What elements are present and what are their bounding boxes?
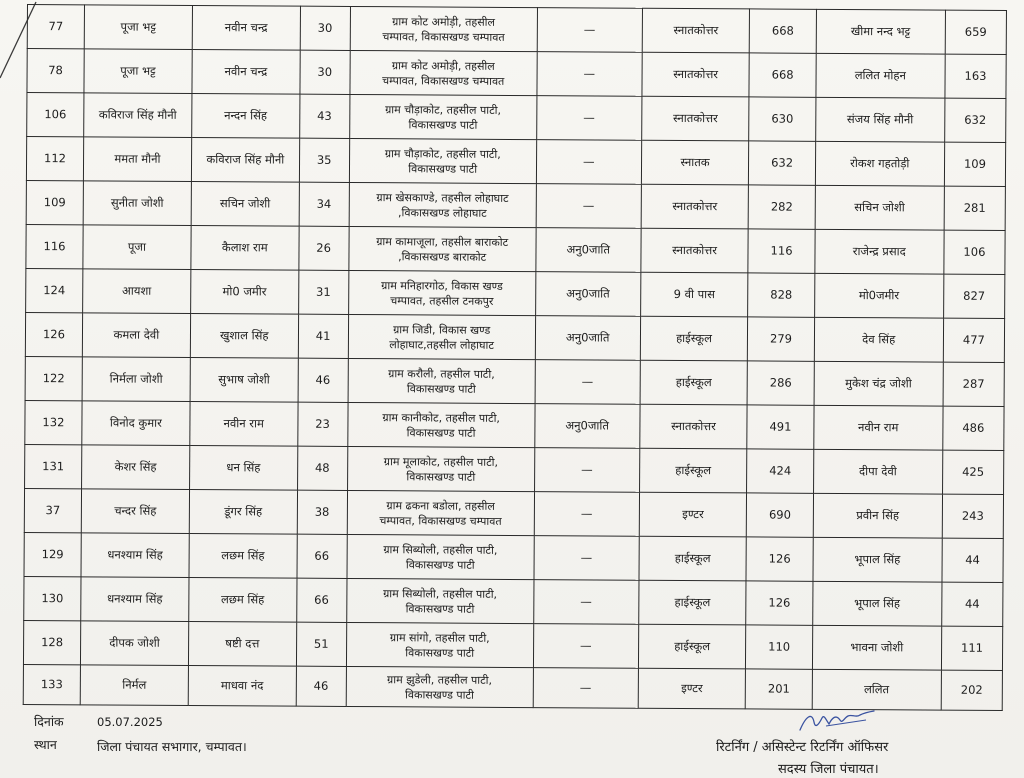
address-line: विकासखण्ड पाटी [406, 469, 476, 484]
address-cell [346, 578, 534, 623]
serial-number-cell: 128 [23, 620, 80, 664]
proposer-name-cell: मुकेश चंद्र जोशी [814, 361, 944, 406]
category-cell: — [537, 52, 642, 97]
proposer-name-cell: रोकश गहतोड़ी [815, 141, 945, 186]
education-cell: हाईस्कूल [638, 580, 746, 625]
age-cell: 38 [297, 490, 347, 534]
category-cell: — [536, 140, 641, 185]
proposer-voter-number-cell: 201 [746, 669, 812, 709]
education-cell: इण्टर [639, 492, 747, 537]
candidate-name-cell: कविराज सिंह मौनी [84, 93, 192, 138]
serial-number-cell: 126 [25, 312, 82, 356]
proposer-voter-number-cell: 630 [749, 97, 815, 141]
proposer-serial-cell: 109 [944, 142, 1005, 186]
signature-image [796, 706, 876, 736]
candidate-name-cell: विनोद कुमार [82, 401, 190, 446]
candidate-name-cell: चन्दर सिंह [81, 489, 189, 534]
proposer-voter-number-cell: 126 [746, 581, 812, 625]
address-line: ग्राम खेसकाण्डे, तहसील लोहाघाट [376, 190, 509, 205]
category-cell: — [533, 668, 638, 709]
address-line: ग्राम चौड़ाकोट, तहसील पाटी, [384, 146, 501, 161]
table-row [24, 576, 1003, 626]
address-line: ग्राम कामाजूला, तहसील बाराकोट [376, 234, 509, 249]
father-husband-name-cell: लछम सिंह [189, 577, 297, 622]
address-cell [349, 138, 537, 183]
proposer-name-cell: प्रवीन सिंह [813, 493, 943, 538]
address-line: ,विकासखण्ड लोहाघाट [398, 205, 487, 220]
place-value: जिला पंचायत सभागार, चम्पावत। [97, 739, 247, 754]
proposer-serial-cell: 281 [944, 186, 1005, 230]
education-cell: स्नातकोत्तर [639, 404, 747, 449]
serial-number-cell: 112 [26, 137, 83, 181]
serial-number-cell: 77 [27, 5, 84, 49]
proposer-name-cell: भूपाल सिंह [813, 537, 943, 582]
category-cell: — [533, 624, 638, 669]
serial-number-cell: 78 [27, 49, 84, 93]
serial-number-cell: 37 [24, 488, 81, 532]
candidate-name-cell: धनश्याम सिंह [81, 533, 189, 578]
age-cell: 34 [299, 182, 349, 226]
table-row [25, 356, 1004, 406]
proposer-voter-number-cell: 282 [749, 185, 815, 229]
education-cell: इण्टर [638, 668, 746, 709]
proposer-name-cell: मो0जमीर [814, 273, 944, 318]
table-row [26, 268, 1005, 318]
category-cell: अनु0जाति [535, 404, 640, 449]
father-husband-name-cell: धन सिंह [189, 446, 297, 491]
nomination-table [23, 4, 1007, 711]
address-line: विकासखण्ड पाटी [408, 117, 478, 132]
address-line: ग्राम झुडेली, तहसील पाटी, [387, 672, 493, 687]
address-cell [347, 534, 535, 579]
age-cell: 46 [298, 358, 348, 402]
candidate-name-cell: पूजा [83, 225, 191, 270]
education-cell: हाईस्कूल [639, 448, 747, 493]
address-line: ग्राम सिब्योली, तहसील पाटी, [383, 542, 498, 557]
address-line: ग्राम मनिहारगोठ, विकास खण्ड [381, 278, 503, 293]
education-cell: स्नातकोत्तर [642, 52, 750, 97]
address-line: चम्पावत, विकासखण्ड चम्पावत [379, 513, 502, 528]
education-cell: स्नातकोत्तर [642, 8, 750, 53]
serial-number-cell: 129 [24, 532, 81, 576]
serial-number-cell: 106 [27, 93, 84, 137]
proposer-voter-number-cell: 668 [749, 53, 815, 97]
address-line: ग्राम मूलाकोट, तहसील पाटी, [383, 454, 499, 469]
proposer-serial-cell: 632 [945, 98, 1006, 142]
category-cell: — [534, 580, 639, 625]
address-line: चम्पावत, विकासखण्ड चम्पावत [382, 29, 505, 44]
candidate-name-cell: निर्मला जोशी [82, 357, 190, 402]
candidate-name-cell: सुनीता जोशी [83, 181, 191, 226]
proposer-name-cell: खीमा नन्द भट्ट [816, 9, 946, 54]
address-line: विकासखण्ड पाटी [405, 557, 475, 572]
father-husband-name-cell: खुशाल सिंह [190, 314, 298, 359]
address-line: ग्राम सांगो, तहसील पाटी, [389, 630, 490, 645]
table-row [26, 224, 1005, 274]
address-line: ग्राम जिडी, विकास खण्ड [393, 322, 491, 337]
category-cell: — [536, 96, 641, 141]
father-husband-name-cell: सुभाष जोशी [190, 358, 298, 403]
proposer-name-cell: भावना जोशी [812, 625, 942, 670]
table-row [25, 400, 1004, 450]
table-row [24, 488, 1003, 538]
table-row [26, 180, 1005, 230]
address-cell [347, 402, 535, 447]
education-cell: हाईस्कूल [640, 316, 748, 361]
serial-number-cell: 132 [25, 400, 82, 444]
proposer-serial-cell: 106 [944, 230, 1005, 274]
age-cell: 26 [299, 226, 349, 270]
proposer-voter-number-cell: 424 [747, 449, 813, 493]
proposer-name-cell: राजेन्द्र प्रसाद [814, 229, 944, 274]
proposer-name-cell: दीपा देवी [813, 449, 943, 494]
proposer-voter-number-cell: 690 [747, 493, 813, 537]
table-row [23, 620, 1002, 670]
proposer-voter-number-cell: 110 [746, 625, 812, 669]
category-cell: — [535, 360, 640, 405]
address-line: विकासखण्ड पाटी [406, 425, 476, 440]
proposer-name-cell: ललित [812, 669, 941, 710]
serial-number-cell: 133 [23, 664, 80, 704]
education-cell: स्नातक [641, 140, 749, 185]
officer-post: सदस्य जिला पंचायत। [778, 762, 879, 777]
father-husband-name-cell: कैलाश राम [191, 226, 299, 271]
candidate-name-cell: निर्मल [80, 665, 188, 706]
candidate-name-cell: पूजा भट्ट [84, 5, 192, 50]
proposer-serial-cell: 425 [942, 450, 1003, 494]
father-husband-name-cell: कविराज सिंह मौनी [191, 138, 299, 183]
address-cell [346, 622, 534, 667]
candidate-name-cell: पूजा भट्ट [84, 49, 192, 94]
proposer-serial-cell: 163 [945, 54, 1006, 98]
address-line: ग्राम ढकना बडोला, तहसील [386, 498, 495, 513]
address-line: ग्राम चौड़ाकोट, तहसील पाटी, [385, 102, 502, 117]
father-husband-name-cell: नवीन राम [190, 402, 298, 447]
father-husband-name-cell: लछम सिंह [189, 534, 297, 579]
proposer-serial-cell: 111 [941, 626, 1002, 670]
serial-number-cell: 122 [25, 356, 82, 400]
category-cell: अनु0जाति [535, 272, 640, 317]
age-cell: 23 [298, 402, 348, 446]
age-cell: 48 [297, 446, 347, 490]
proposer-voter-number-cell: 126 [746, 537, 812, 581]
date-label: दिनांक [34, 714, 64, 729]
age-cell: 30 [300, 6, 350, 50]
proposer-voter-number-cell: 491 [747, 405, 813, 449]
address-line: विकासखण्ड पाटी [408, 161, 478, 176]
category-cell: अनु0जाति [535, 316, 640, 361]
address-cell [348, 314, 536, 359]
address-cell [350, 50, 538, 95]
candidate-name-cell: कमला देवी [82, 313, 190, 358]
age-cell: 66 [296, 578, 346, 622]
address-cell [348, 270, 536, 315]
date-value: 05.07.2025 [97, 715, 163, 729]
candidate-name-cell: दीपक जोशी [80, 621, 188, 666]
address-line: विकासखण्ड पाटी [406, 381, 476, 396]
address-cell [346, 666, 533, 707]
proposer-serial-cell: 659 [945, 10, 1006, 54]
table-row [27, 49, 1006, 99]
education-cell: हाईस्कूल [639, 536, 747, 581]
serial-number-cell: 131 [25, 444, 82, 488]
proposer-voter-number-cell: 286 [748, 361, 814, 405]
category-cell: अनु0जाति [536, 228, 641, 273]
education-cell: स्नातकोत्तर [641, 184, 749, 229]
education-cell: 9 वी पास [640, 272, 748, 317]
address-line: लोहाघाट,तहसील लोहाघाट [389, 337, 494, 352]
education-cell: हाईस्कूल [638, 624, 746, 669]
proposer-voter-number-cell: 828 [748, 273, 814, 317]
age-cell: 31 [298, 270, 348, 314]
address-line: चम्पावत, तहसील टनकपुर [390, 293, 494, 308]
address-cell [348, 358, 536, 403]
proposer-serial-cell: 243 [942, 494, 1003, 538]
table-body [23, 5, 1006, 711]
address-cell [347, 490, 535, 535]
father-husband-name-cell: नवीन चन्द्र [192, 6, 300, 51]
father-husband-name-cell: सचिन जोशी [191, 182, 299, 227]
proposer-serial-cell: 202 [941, 670, 1002, 710]
proposer-serial-cell: 287 [943, 362, 1004, 406]
table-row [25, 312, 1004, 362]
candidate-name-cell: ममता मौनी [83, 137, 191, 182]
age-cell: 41 [298, 314, 348, 358]
address-line: ग्राम कोट अमोड़ी, तहसील [392, 14, 496, 29]
table-row [27, 93, 1006, 143]
age-cell: 46 [296, 666, 346, 706]
age-cell: 30 [300, 50, 350, 94]
proposer-serial-cell: 486 [943, 406, 1004, 450]
serial-number-cell: 130 [24, 576, 81, 620]
address-line: ,विकासखण्ड बाराकोट [398, 249, 487, 264]
father-husband-name-cell: नवीन चन्द्र [192, 50, 300, 95]
category-cell: — [534, 536, 639, 581]
father-husband-name-cell: नन्दन सिंह [192, 94, 300, 139]
candidate-name-cell: धनश्याम सिंह [81, 577, 189, 622]
father-husband-name-cell: माधवा नंद [188, 665, 296, 706]
address-line: विकासखण्ड पाटी [405, 687, 474, 702]
table-row [25, 444, 1004, 494]
address-cell [348, 226, 536, 271]
address-line: ग्राम सिब्योली, तहसील पाटी, [383, 586, 498, 601]
proposer-serial-cell: 827 [943, 274, 1004, 318]
proposer-voter-number-cell: 279 [748, 317, 814, 361]
candidate-name-cell: आयशा [83, 269, 191, 314]
education-cell: हाईस्कूल [640, 360, 748, 405]
proposer-name-cell: सचिन जोशी [815, 185, 945, 230]
table-row [24, 532, 1003, 582]
proposer-name-cell: देव सिंह [814, 317, 944, 362]
proposer-voter-number-cell: 116 [748, 229, 814, 273]
category-cell: — [536, 184, 641, 229]
address-cell [350, 6, 538, 51]
address-line: ग्राम कोट अमोड़ी, तहसील [391, 58, 495, 73]
education-cell: स्नातकोत्तर [641, 96, 749, 141]
address-line: ग्राम करौली, तहसील पाटी, [388, 366, 495, 381]
proposer-name-cell: ललित मोहन [816, 53, 946, 98]
category-cell: — [534, 492, 639, 537]
age-cell: 35 [299, 138, 349, 182]
address-line: विकासखण्ड पाटी [405, 645, 475, 660]
father-husband-name-cell: डूंगर सिंह [189, 490, 297, 535]
table-row [26, 137, 1005, 187]
serial-number-cell: 109 [26, 180, 83, 224]
education-cell: स्नातकोत्तर [640, 228, 748, 273]
category-cell: — [537, 8, 642, 53]
serial-number-cell: 116 [26, 224, 83, 268]
address-line: चम्पावत, विकासखण्ड चम्पावत [382, 73, 505, 88]
proposer-serial-cell: 477 [943, 318, 1004, 362]
category-cell: — [534, 448, 639, 493]
place-label: स्थान [34, 737, 57, 752]
proposer-name-cell: संजय सिंह मौनी [815, 97, 945, 142]
proposer-name-cell: नवीन राम [813, 405, 943, 450]
proposer-name-cell: भूपाल सिंह [812, 581, 942, 626]
address-line: ग्राम कानीकोट, तहसील पाटी, [382, 410, 500, 425]
father-husband-name-cell: मो0 जमीर [190, 270, 298, 315]
table-row [27, 5, 1006, 55]
proposer-voter-number-cell: 668 [750, 9, 816, 53]
candidate-name-cell: केशर सिंह [82, 445, 190, 490]
proposer-serial-cell: 44 [942, 538, 1003, 582]
address-cell [349, 94, 537, 139]
age-cell: 43 [299, 94, 349, 138]
proposer-serial-cell: 44 [942, 582, 1003, 626]
address-line: विकासखण्ड पाटी [405, 601, 475, 616]
address-cell [349, 182, 537, 227]
serial-number-cell: 124 [26, 268, 83, 312]
father-husband-name-cell: षष्टी दत्त [188, 621, 296, 666]
age-cell: 51 [296, 622, 346, 666]
table-row [23, 664, 1002, 710]
officer-title: रिटर्निंग / असिस्टेन्ट रिटर्निंग ऑफिसर [716, 740, 889, 755]
age-cell: 66 [297, 534, 347, 578]
address-cell [347, 446, 535, 491]
proposer-voter-number-cell: 632 [749, 141, 815, 185]
